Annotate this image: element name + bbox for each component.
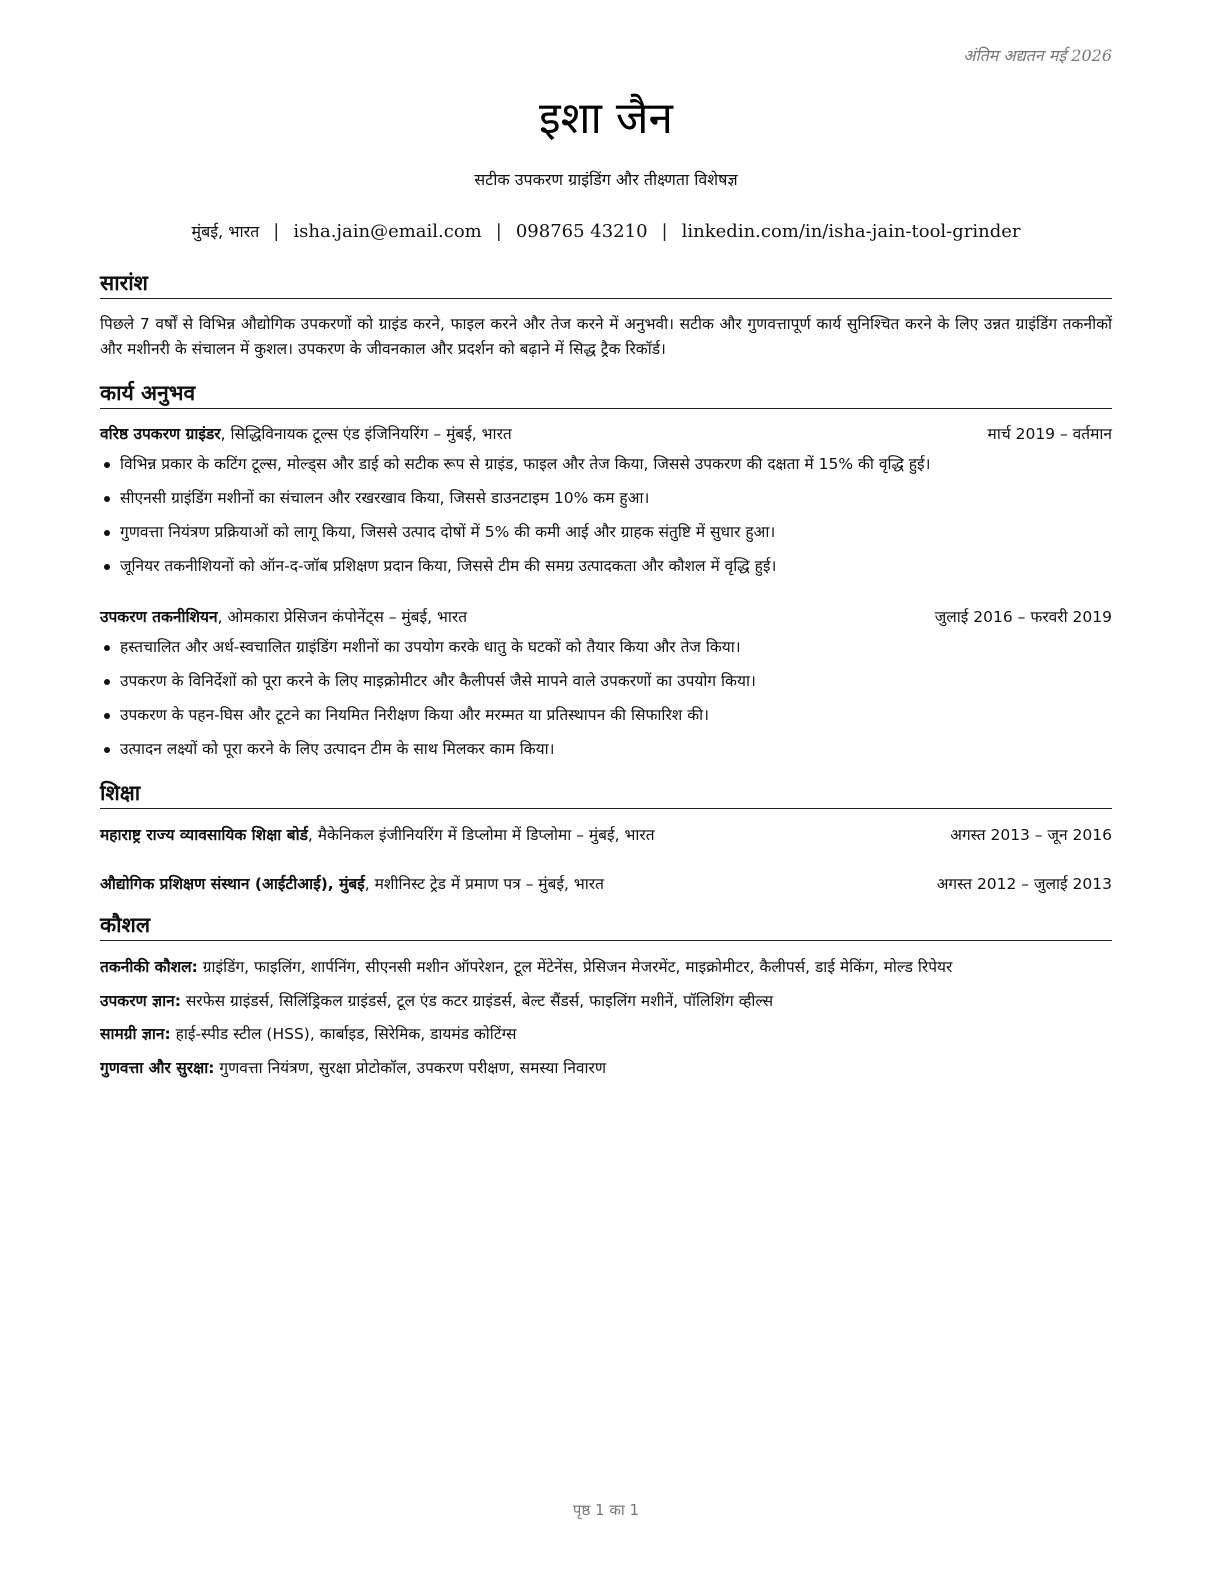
job-header (100, 422, 1112, 446)
skill-value: सरफेस ग्राइंडर्स, सिलिंड्रिकल ग्राइंडर्स, टूल एंड कटर ग्राइंडर्स, बेल्ट सैंडर्स, फाइलिंग मशीनें, पॉलिशिंग व्हील्स (180, 992, 774, 1010)
list-item: सीएनसी ग्राइंडिंग मशीनों का संचालन और रखरखाव किया, जिससे डाउनटाइम 10% कम हुआ। (100, 486, 1112, 520)
skill-row (100, 1056, 1112, 1080)
job-header (100, 605, 1112, 629)
contact-separator: | (661, 221, 668, 242)
contact-email[interactable]: isha.jain@email.com (293, 221, 482, 242)
list-item: गुणवत्ता नियंत्रण प्रक्रियाओं को लागू किया, जिससे उत्पाद दोषों में 5% की कमी आई और ग्राहक संतुष्टि में सुधार हुआ। (100, 520, 1112, 554)
education-date: अगस्त 2013 – जून 2016 (950, 826, 1112, 844)
list-item: उत्पादन लक्ष्यों को पूरा करने के लिए उत्पादन टीम के साथ मिलकर काम किया। (100, 737, 1112, 771)
contact-linkedin[interactable]: linkedin.com/in/isha-jain-tool-grinder (681, 221, 1021, 242)
skill-label: उपकरण ज्ञान: (100, 992, 181, 1010)
education-row (100, 823, 1112, 847)
contact-phone[interactable]: 098765 43210 (515, 221, 648, 242)
list-item: उपकरण के विनिर्देशों को पूरा करने के लिए माइक्रोमीटर और कैलीपर्स जैसे मापने वाले उपकरणों का उपयोग किया। (100, 669, 1112, 703)
job-date: जुलाई 2016 – फरवरी 2019 (934, 608, 1112, 626)
contact-city: मुंबई, भारत (191, 222, 260, 241)
section-title-summary: सारांश (100, 270, 1112, 299)
education-institution: महाराष्ट्र राज्य व्यावसायिक शिक्षा बोर्ड (100, 826, 308, 844)
summary-text: पिछले 7 वर्षों से विभिन्न औद्योगिक उपकरणों को ग्राइंड करने, फाइल करने और तेज करने में अनुभवी। सटीक और गुणवत्तापूर्ण कार्य सुनिश्चित करने के लिए उन्नत ग्राइंडिंग तकनीकों और मशीनरी के संचालन में कुशल। उपकरण के जीवनकाल और प्रदर्शन को बढ़ाने में सिद्ध ट्रैक रिकॉर्ड। (100, 315, 1112, 358)
skill-value: ग्राइंडिंग, फाइलिंग, शार्पनिंग, सीएनसी मशीन ऑपरेशन, टूल मेंटेनेंस, प्रेसिजन मेजरमेंट, माइक्रोमीटर, कैलीपर्स, डाई मेकिंग, मोल्ड रिपेयर (197, 958, 953, 976)
skill-value: हाई-स्पीड स्टील (HSS), कार्बाइड, सिरेमिक, डायमंड कोटिंग्स (170, 1025, 517, 1043)
skill-label: गुणवत्ता और सुरक्षा: (100, 1059, 215, 1077)
education-detail: , मशीनिस्ट ट्रेड में प्रमाण पत्र – मुंबई, भारत (364, 875, 604, 893)
education-row (100, 872, 1112, 896)
list-item: हस्तचालित और अर्ध-स्वचालित ग्राइंडिंग मशीनों का उपयोग करके धातु के घटकों को तैयार किया और तेज किया। (100, 635, 1112, 669)
job-date: मार्च 2019 – वर्तमान (987, 425, 1112, 443)
page-number: पृष्ठ 1 का 1 (572, 1501, 640, 1519)
last-updated: अंतिम अद्यतन मई 2026 (963, 46, 1112, 65)
education-detail: , मैकेनिकल इंजीनियरिंग में डिप्लोमा में डिप्लोमा – मुंबई, भारत (307, 826, 655, 844)
candidate-name: इशा जैन (539, 93, 673, 144)
job-title: वरिष्ठ उपकरण ग्राइंडर (100, 425, 221, 443)
skill-value: गुणवत्ता नियंत्रण, सुरक्षा प्रोटोकॉल, उपकरण परीक्षण, समस्या निवारण (214, 1059, 607, 1077)
skill-label: सामग्री ज्ञान: (100, 1025, 171, 1043)
tagline: सटीक उपकरण ग्राइंडिंग और तीक्ष्णता विशेषज्ञ (474, 170, 738, 189)
skill-row (100, 989, 1112, 1013)
skill-row (100, 1022, 1112, 1046)
resume-page (100, 0, 1112, 1584)
education-institution: औद्योगिक प्रशिक्षण संस्थान (आईटीआई), मुंबई (100, 875, 365, 893)
job-company: , ओमकारा प्रेसिजन कंपोनेंट्स – मुंबई, भारत (217, 608, 468, 626)
contact-separator: | (495, 221, 502, 242)
job-title: उपकरण तकनीशियन (100, 608, 218, 626)
education-date: अगस्त 2012 – जुलाई 2013 (936, 875, 1112, 893)
section-title-experience: कार्य अनुभव (100, 380, 1112, 409)
list-item: उपकरण के पहन-घिस और टूटने का नियमित निरीक्षण किया और मरम्मत या प्रतिस्थापन की सिफारिश की। (100, 703, 1112, 737)
list-item: विभिन्न प्रकार के कटिंग टूल्स, मोल्ड्स और डाई को सटीक रूप से ग्राइंड, फाइल और तेज किया, जिससे उपकरण की दक्षता में 15% की वृद्धि हुई। (100, 452, 1112, 486)
job-company: , सिद्धिविनायक टूल्स एंड इंजिनियरिंग – मुंबई, भारत (220, 425, 512, 443)
list-item: जूनियर तकनीशियनों को ऑन-द-जॉब प्रशिक्षण प्रदान किया, जिससे टीम की समग्र उत्पादकता और कौशल में वृद्धि हुई। (100, 554, 1112, 588)
job-bullets (100, 635, 1112, 771)
section-title-education: शिक्षा (100, 780, 1112, 809)
skill-row (100, 955, 1112, 979)
skill-label: तकनीकी कौशल: (100, 958, 198, 976)
job-bullets (100, 452, 1112, 588)
contact-separator: | (273, 221, 280, 242)
contact-info (100, 220, 1112, 242)
section-title-skills: कौशल (100, 912, 1112, 941)
